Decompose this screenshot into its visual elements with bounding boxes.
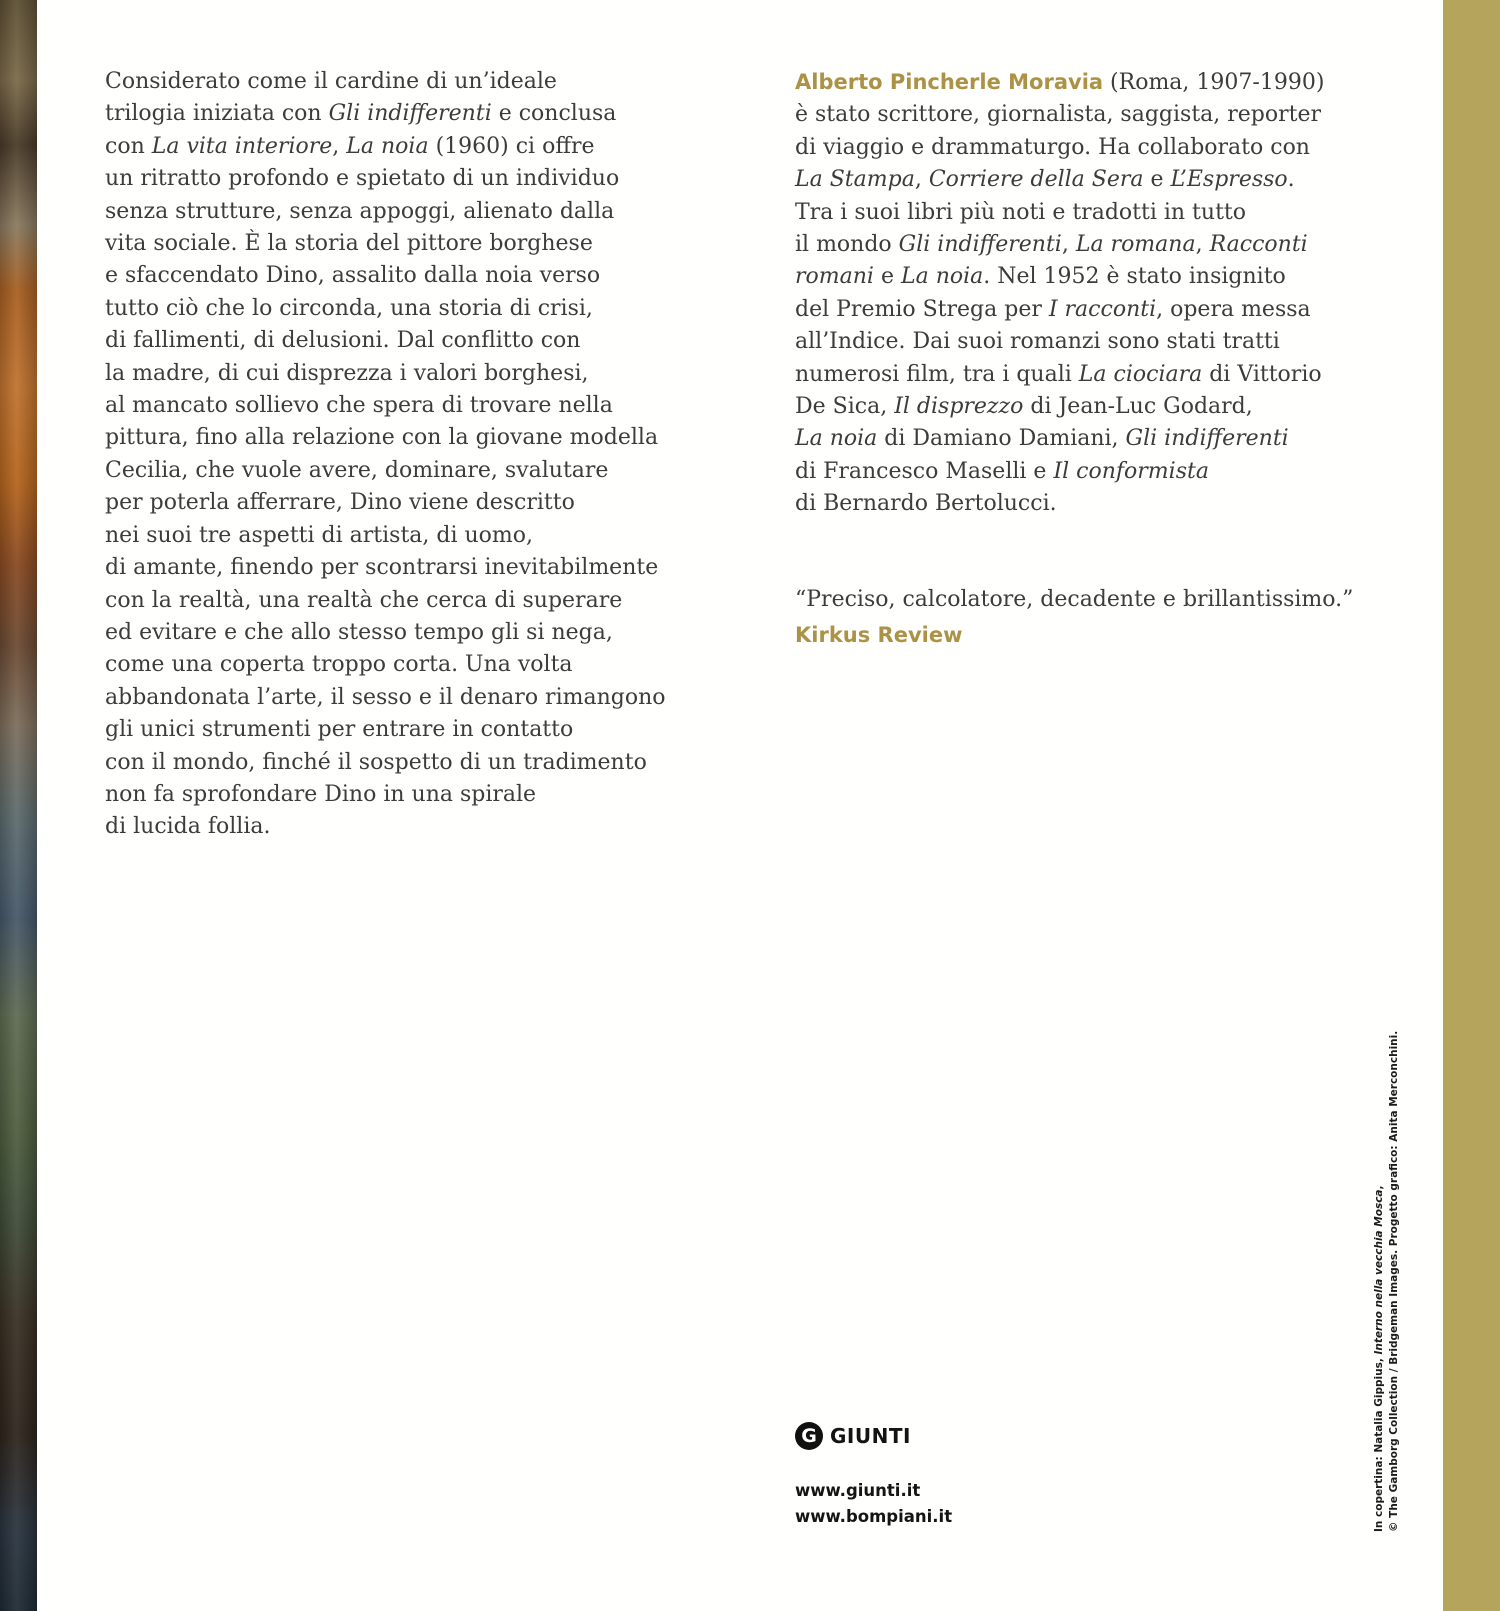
- bompiani-url: www.bompiani.it: [795, 1507, 953, 1526]
- text-line: al mancato sollievo che spera di trovare nella: [105, 393, 613, 419]
- text-line: gli unici strumenti per entrare in contatto: [105, 717, 574, 743]
- review-quote: “Preciso, calcolatore, decadente e brillantissimo.”: [795, 587, 1354, 612]
- text-line: La noia di Damiano Damiani, Gli indifferenti: [795, 426, 1289, 452]
- author-bio-text: [795, 66, 1385, 521]
- text-line: tutto ciò che lo circonda, una storia di crisi,: [105, 295, 593, 321]
- giunti-url: www.giunti.it: [795, 1481, 921, 1500]
- text-line: per poterla afferrare, Dino viene descritto: [105, 490, 575, 516]
- text-line: trilogia iniziata con Gli indifferenti e conclusa: [105, 101, 617, 127]
- text-line: Tra i suoi libri più noti e tradotti in tutto: [795, 199, 1246, 225]
- text-line: di viaggio e drammaturgo. Ha collaborato con: [795, 134, 1310, 160]
- text-line: Considerato come il cardine di un’ideale: [105, 69, 557, 94]
- text-line: all’Indice. Dai suoi romanzi sono stati tratti: [795, 329, 1280, 355]
- text-line: di lucida follia.: [105, 814, 271, 840]
- text-line: del Premio Strega per I racconti, opera messa: [795, 296, 1311, 322]
- review-source: Kirkus Review: [795, 623, 963, 648]
- text-line: © The Gamborg Collection / Bridgeman Images. Progetto grafico: Anita Merconchini.: [1388, 1030, 1400, 1532]
- text-line: abbandonata l’arte, il sesso e il denaro rimangono: [105, 684, 666, 710]
- publisher-urls: [795, 1478, 952, 1530]
- text-line: come una coperta troppo corta. Una volta: [105, 652, 573, 678]
- text-line: numerosi film, tra i quali La ciociara di Vittorio: [795, 361, 1322, 387]
- text-line: pittura, fino alla relazione con la giovane modella: [105, 425, 659, 451]
- publisher-block: [795, 1422, 952, 1530]
- text-line: con la realtà, una realtà che cerca di superare: [105, 587, 623, 613]
- text-line: è stato scrittore, giornalista, saggista, reporter: [795, 102, 1322, 128]
- text-line: di Francesco Maselli e Il conformista: [795, 458, 1209, 484]
- text-line: Cecilia, che vuole avere, dominare, svalutare: [105, 457, 609, 483]
- text-line: e sfaccendato Dino, assalito dalla noia verso: [105, 263, 601, 289]
- text-line: La Stampa, Corriere della Sera e L’Espresso.: [795, 167, 1295, 193]
- text-line: con il mondo, finché il sospetto di un tradimento: [105, 749, 647, 775]
- giunti-logo-icon: G: [795, 1422, 823, 1450]
- text-line: il mondo Gli indifferenti, La romana, Racconti: [795, 232, 1308, 258]
- text-line: Alberto Pincherle Moravia (Roma, 1907-1990): [795, 70, 1325, 95]
- gold-edge-bar: [1443, 0, 1500, 1611]
- synopsis-text: [105, 66, 705, 844]
- text-line: De Sica, Il disprezzo di Jean-Luc Godard,: [795, 394, 1253, 420]
- text-line: di Bernardo Bertolucci.: [795, 491, 1057, 517]
- text-line: la madre, di cui disprezza i valori borghesi,: [105, 360, 589, 386]
- text-line: di fallimenti, di delusioni. Dal conflitto con: [105, 328, 581, 354]
- text-line: di amante, finendo per scontrarsi inevitabilmente: [105, 555, 659, 581]
- text-line: senza strutture, senza appoggi, alienato dalla: [105, 198, 615, 224]
- review-block: [795, 584, 1395, 650]
- text-line: In copertina: Natalia Gippius, Interno nella vecchia Mosca,: [1373, 1185, 1385, 1532]
- text-line: non fa sprofondare Dino in una spirale: [105, 781, 537, 807]
- text-line: un ritratto profondo e spietato di un individuo: [105, 166, 620, 192]
- cover-art-edge-strip: [0, 0, 37, 1611]
- text-line: con La vita interiore, La noia (1960) ci offre: [105, 133, 595, 159]
- text-line: vita sociale. È la storia del pittore borghese: [105, 231, 593, 257]
- text-line: ed evitare e che allo stesso tempo gli si nega,: [105, 619, 613, 645]
- text-line: nei suoi tre aspetti di artista, di uomo,: [105, 522, 534, 548]
- text-line: romani e La noia. Nel 1952 è stato insignito: [795, 264, 1286, 290]
- cover-credits-vertical: [1372, 1002, 1402, 1532]
- giunti-logo-text: GIUNTI: [830, 1424, 911, 1448]
- giunti-logo: [795, 1422, 952, 1450]
